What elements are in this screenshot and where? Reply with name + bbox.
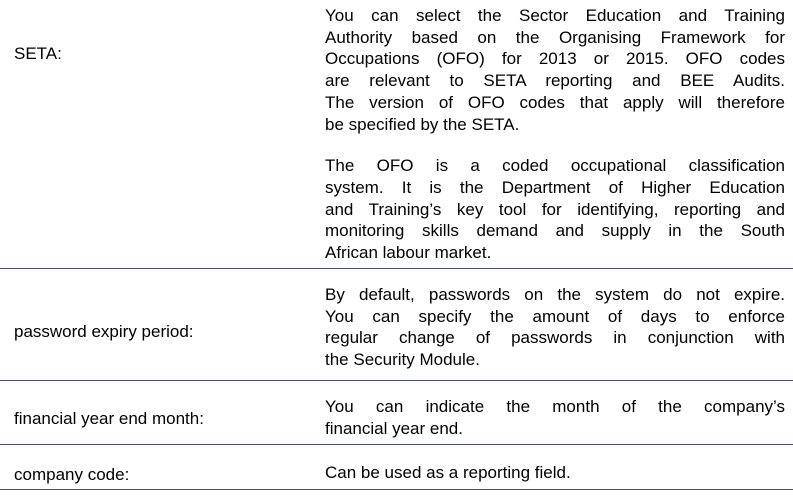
paragraph bbox=[325, 5, 785, 135]
text-line: and Training’s key tool for identifying, reporting and bbox=[325, 199, 785, 219]
term-description-financial-year-end-month bbox=[325, 381, 785, 444]
text-line: You can indicate the month of the company’s bbox=[325, 397, 785, 416]
text-line: regular change of passwords in conjunction with bbox=[325, 328, 785, 348]
table-row-password-expiry-period bbox=[0, 269, 793, 381]
text-line: the Security Module. bbox=[325, 350, 480, 370]
text-line: The OFO is a coded occupational classification bbox=[325, 156, 785, 176]
text-line: Can be used as a reporting field. bbox=[325, 463, 571, 482]
text-line: Authority based on the Organising Framework for bbox=[325, 27, 785, 47]
term-description-password-expiry-period bbox=[325, 269, 785, 380]
text-line: monitoring skills demand and supply in the South bbox=[325, 221, 785, 241]
text-line: The version of OFO codes that apply will therefore bbox=[325, 92, 785, 112]
term-label-company-code: company code: bbox=[14, 465, 130, 484]
term-label-password-expiry-period: password expiry period: bbox=[14, 322, 194, 341]
paragraph bbox=[325, 284, 785, 371]
table-row-financial-year-end-month bbox=[0, 381, 793, 445]
text-line: system. It is the Department of Higher Education bbox=[325, 177, 785, 197]
term-description-company-code bbox=[325, 445, 785, 489]
text-line: You can select the Sector Education and Training bbox=[325, 6, 785, 25]
text-line: By default, passwords on the system do not expire. bbox=[325, 285, 785, 304]
text-line: are relevant to SETA reporting and BEE Audits. bbox=[325, 71, 785, 91]
text-line: Occupations (OFO) for 2013 or 2015. OFO codes bbox=[325, 49, 785, 69]
term-label-financial-year-end-month: financial year end month: bbox=[14, 409, 204, 428]
paragraph bbox=[325, 396, 785, 439]
term-description-seta bbox=[325, 0, 785, 268]
paragraph bbox=[325, 155, 785, 264]
paragraph bbox=[325, 462, 785, 484]
text-line: be specified by the SETA. bbox=[325, 114, 520, 134]
text-line: financial year end. bbox=[325, 418, 463, 438]
term-label-seta: SETA: bbox=[14, 44, 62, 63]
text-line: You can specify the amount of days to enforce bbox=[325, 306, 785, 326]
table-row-company-code bbox=[0, 445, 793, 490]
text-line: African labour market. bbox=[325, 243, 492, 263]
